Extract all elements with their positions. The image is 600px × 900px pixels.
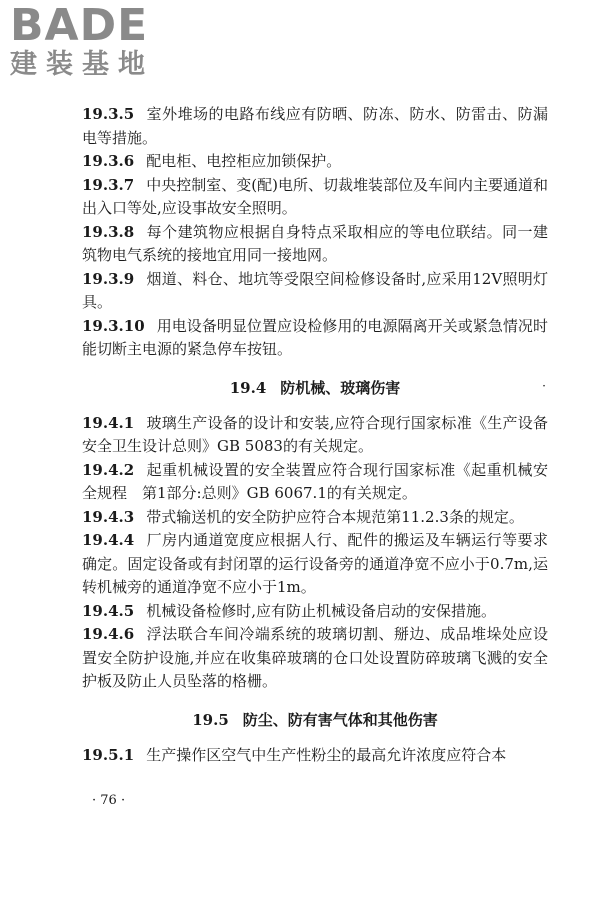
clause-number: 19.3.6 [82, 152, 135, 170]
clause-19-3-8 [82, 221, 548, 268]
section-title: 防尘、防有害气体和其他伤害 [242, 710, 438, 729]
clause-19-4-2 [82, 459, 548, 506]
clause-19-3-10 [82, 315, 548, 362]
clause-19-4-5 [82, 600, 548, 624]
clause-number: 19.5.1 [82, 745, 135, 764]
clause-text: 每个建筑物应根据自身特点采取相应的等电位联结。同一建筑物电气系统的接地宜用同一接地网。 [82, 222, 548, 264]
clause-19-3-7 [82, 174, 548, 221]
clause-19-5-1 [82, 744, 548, 768]
clause-19-4-4 [82, 529, 548, 600]
clause-number: 19.4.6 [82, 625, 135, 643]
clause-number: 19.3.5 [82, 105, 135, 123]
clause-text: 厂房内通道宽度应根据人行、配件的搬运及车辆运行等要求确定。固定设备或有封闭罩的运行设备旁的通道净宽不应小于0.7m,运转机械旁的通道净宽不应小于1m。 [82, 531, 548, 596]
clause-number: 19.3.8 [82, 222, 135, 241]
clause-number: 19.3.9 [82, 269, 135, 288]
clause-text: 起重机械设置的安全装置应符合现行国家标准《起重机械安全规程 第1部分:总则》GB 6067.1的有关规定。 [82, 460, 548, 502]
clause-number: 19.3.7 [82, 175, 135, 194]
clause-text: 玻璃生产设备的设计和安装,应符合现行国家标准《生产设备安全卫生设计总则》GB 5083的有关规定。 [82, 413, 548, 455]
document-body [82, 103, 548, 767]
clause-text: 配电柜、电控柜应加锁保护。 [146, 152, 342, 170]
clause-19-4-3 [82, 506, 548, 530]
section-heading-19-4 [82, 376, 548, 400]
section-number: 19.5 [192, 710, 229, 729]
logo-brand: BADE [10, 0, 149, 51]
clause-text: 带式输送机的安全防护应符合本规范第11.2.3条的规定。 [146, 507, 524, 526]
clause-19-3-6 [82, 150, 548, 174]
clause-text: 中央控制室、变(配)电所、切裁堆装部位及车间内主要通道和出入口等处,应设事故安全照明。 [82, 175, 548, 217]
clause-number: 19.4.4 [82, 531, 135, 549]
clause-number: 19.4.2 [82, 460, 135, 479]
logo-subtitle: 建装基地 [10, 49, 154, 80]
clause-19-4-6 [82, 623, 548, 694]
clause-19-3-5 [82, 103, 548, 150]
clause-19-3-9 [82, 268, 548, 315]
clause-text: 烟道、料仓、地坑等受限空间检修设备时,应采用12V照明灯具。 [82, 269, 548, 311]
clause-text: 用电设备明显位置应设检修用的电源隔离开关或紧急情况时能切断主电源的紧急停车按钮。 [82, 316, 548, 358]
clause-number: 19.4.3 [82, 507, 135, 526]
logo [10, 0, 180, 80]
clause-text: 生产操作区空气中生产性粉尘的最高允许浓度应符合本 [146, 745, 507, 764]
clause-number: 19.4.5 [82, 601, 135, 620]
clause-text: 浮法联合车间冷端系统的玻璃切割、掰边、成品堆垛处应设置安全防护设施,并应在收集碎玻璃的仓口处设置防碎玻璃飞溅的安全护板及防止人员坠落的格栅。 [82, 625, 548, 690]
page-number: · 76 · [92, 793, 126, 808]
clause-text: 室外堆场的电路布线应有防晒、防冻、防水、防雷击、防漏电等措施。 [82, 105, 548, 147]
margin-dot-mark: · [542, 378, 546, 393]
clause-number: 19.4.1 [82, 413, 135, 432]
clause-19-4-1 [82, 412, 548, 459]
clause-number: 19.3.10 [82, 316, 145, 335]
section-title: 防机械、玻璃伤害 [280, 378, 401, 397]
clause-text: 机械设备检修时,应有防止机械设备启动的安保措施。 [146, 601, 496, 620]
section-heading-19-5 [82, 708, 548, 732]
section-number: 19.4 [229, 378, 267, 397]
